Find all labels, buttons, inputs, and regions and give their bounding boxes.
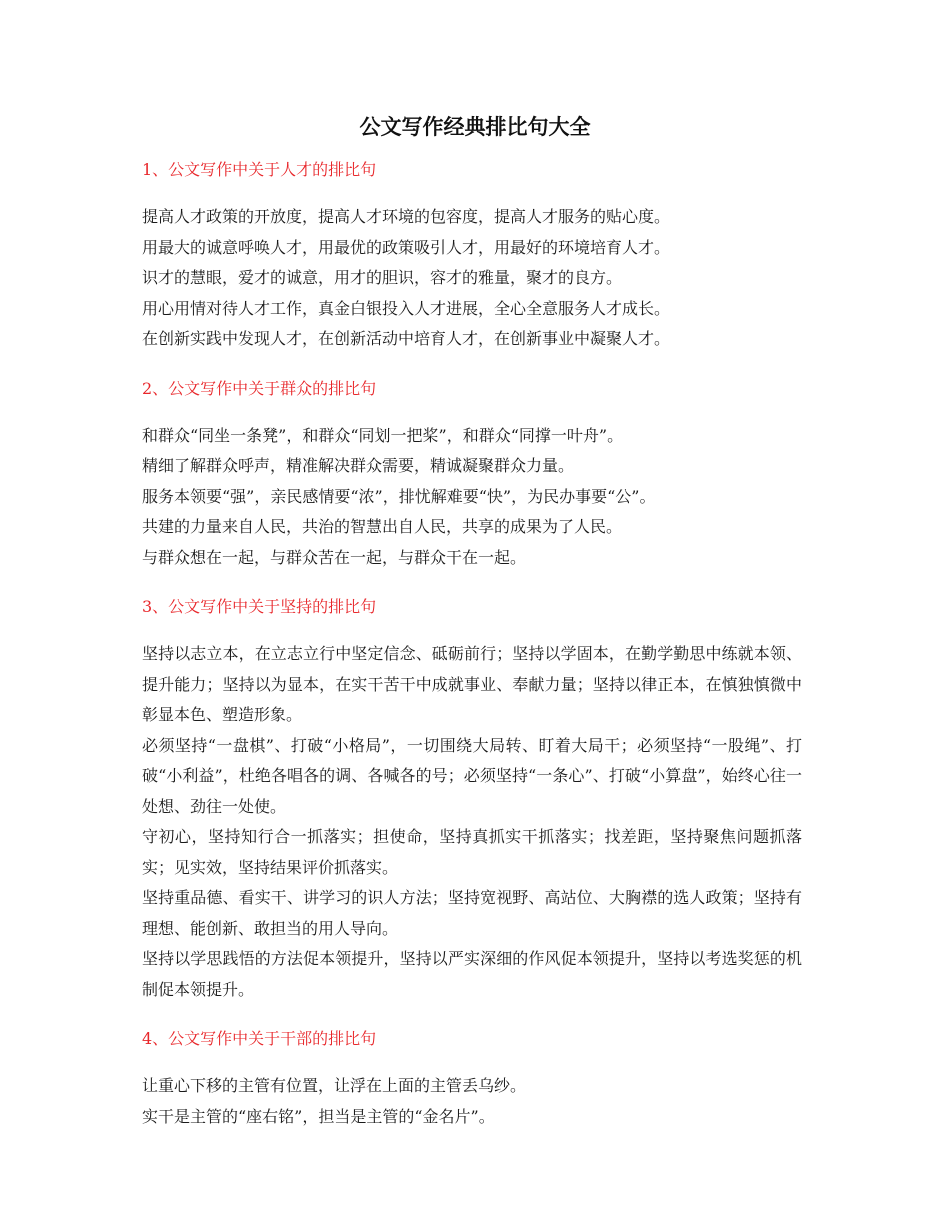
paragraph: 在创新实践中发现人才，在创新活动中培育人才，在创新事业中凝聚人才。 — [142, 329, 671, 348]
section-cadres — [142, 1025, 802, 1132]
paragraph: 与群众想在一起，与群众苦在一起，与群众干在一起。 — [142, 547, 527, 567]
paragraph: 共建的力量来自人民，共治的智慧出自人民，共享的成果为了人民。 — [142, 517, 623, 536]
paragraph: 精细了解群众呼声，精准解决群众需要，精诚凝聚群众力量。 — [142, 456, 575, 475]
paragraph: 坚持重品德、看实干、讲学习的识人方法；坚持宽视野、高站位、大胸襟的选人政策；坚持有理想、能创新、敢担当的用人导向。 — [142, 888, 802, 938]
paragraph: 用心用情对待人才工作，真金白银投入人才进展，全心全意服务人才成长。 — [142, 298, 671, 318]
paragraph: 坚持以学思践悟的方法促本领提升，坚持以严实深细的作风促本领提升，坚持以考选奖惩的机制促本领提升。 — [142, 949, 802, 999]
paragraph: 用最大的诚意呼唤人才，用最优的政策吸引人才，用最好的环境培育人才。 — [142, 237, 671, 257]
section-heading: 4、公文写作中关于干部的排比句 — [142, 1029, 377, 1048]
page-title: 公文写作经典排比句大全 — [359, 115, 591, 139]
section-masses — [142, 375, 802, 574]
paragraph: 必须坚持“一盘棋”、打破“小格局”，一切围绕大局转、盯着大局干；必须坚持“一股绳”、打破“小利益”，杜绝各唱各的调、各喊各的号；必须坚持“一条心”、打破“小算盘”，始终心往一处想、劲往一处使。 — [142, 735, 802, 816]
document-body — [142, 156, 802, 1144]
paragraph: 和群众“同坐一条凳”，和群众“同划一把桨”，和群众“同撑一叶舟”。 — [142, 425, 624, 445]
section-heading: 3、公文写作中关于坚持的排比句 — [142, 597, 377, 616]
paragraph: 提高人才政策的开放度，提高人才环境的包容度，提高人才服务的贴心度。 — [142, 207, 671, 226]
section-talent — [142, 156, 802, 355]
section-heading: 1、公文写作中关于人才的排比句 — [142, 160, 377, 179]
section-heading: 2、公文写作中关于群众的排比句 — [142, 378, 377, 398]
paragraph: 服务本领要“强”，亲民感情要“浓”，排忧解难要“快”，为民办事要“公”。 — [142, 486, 656, 506]
paragraph: 守初心，坚持知行合一抓落实；担使命，坚持真抓实干抓落实；找差距，坚持聚焦问题抓落实；见实效，坚持结果评价抓落实。 — [142, 827, 802, 877]
paragraph: 实干是主管的“座右铭”，担当是主管的“金名片”。 — [142, 1106, 495, 1126]
paragraph: 坚持以志立本，在立志立行中坚定信念、砥砺前行；坚持以学固本，在勤学勤思中练就本领、提升能力；坚持以为显本，在实干苦干中成就事业、奉献力量；坚持以律正本，在慎独慎微中彰显本色、塑造形象。 — [142, 644, 802, 724]
paragraph: 让重心下移的主管有位置，让浮在上面的主管丢乌纱。 — [142, 1076, 527, 1095]
paragraph: 识才的慧眼，爱才的诚意，用才的胆识，容才的雅量，聚才的良方。 — [142, 268, 623, 287]
section-persistence — [142, 593, 802, 1005]
